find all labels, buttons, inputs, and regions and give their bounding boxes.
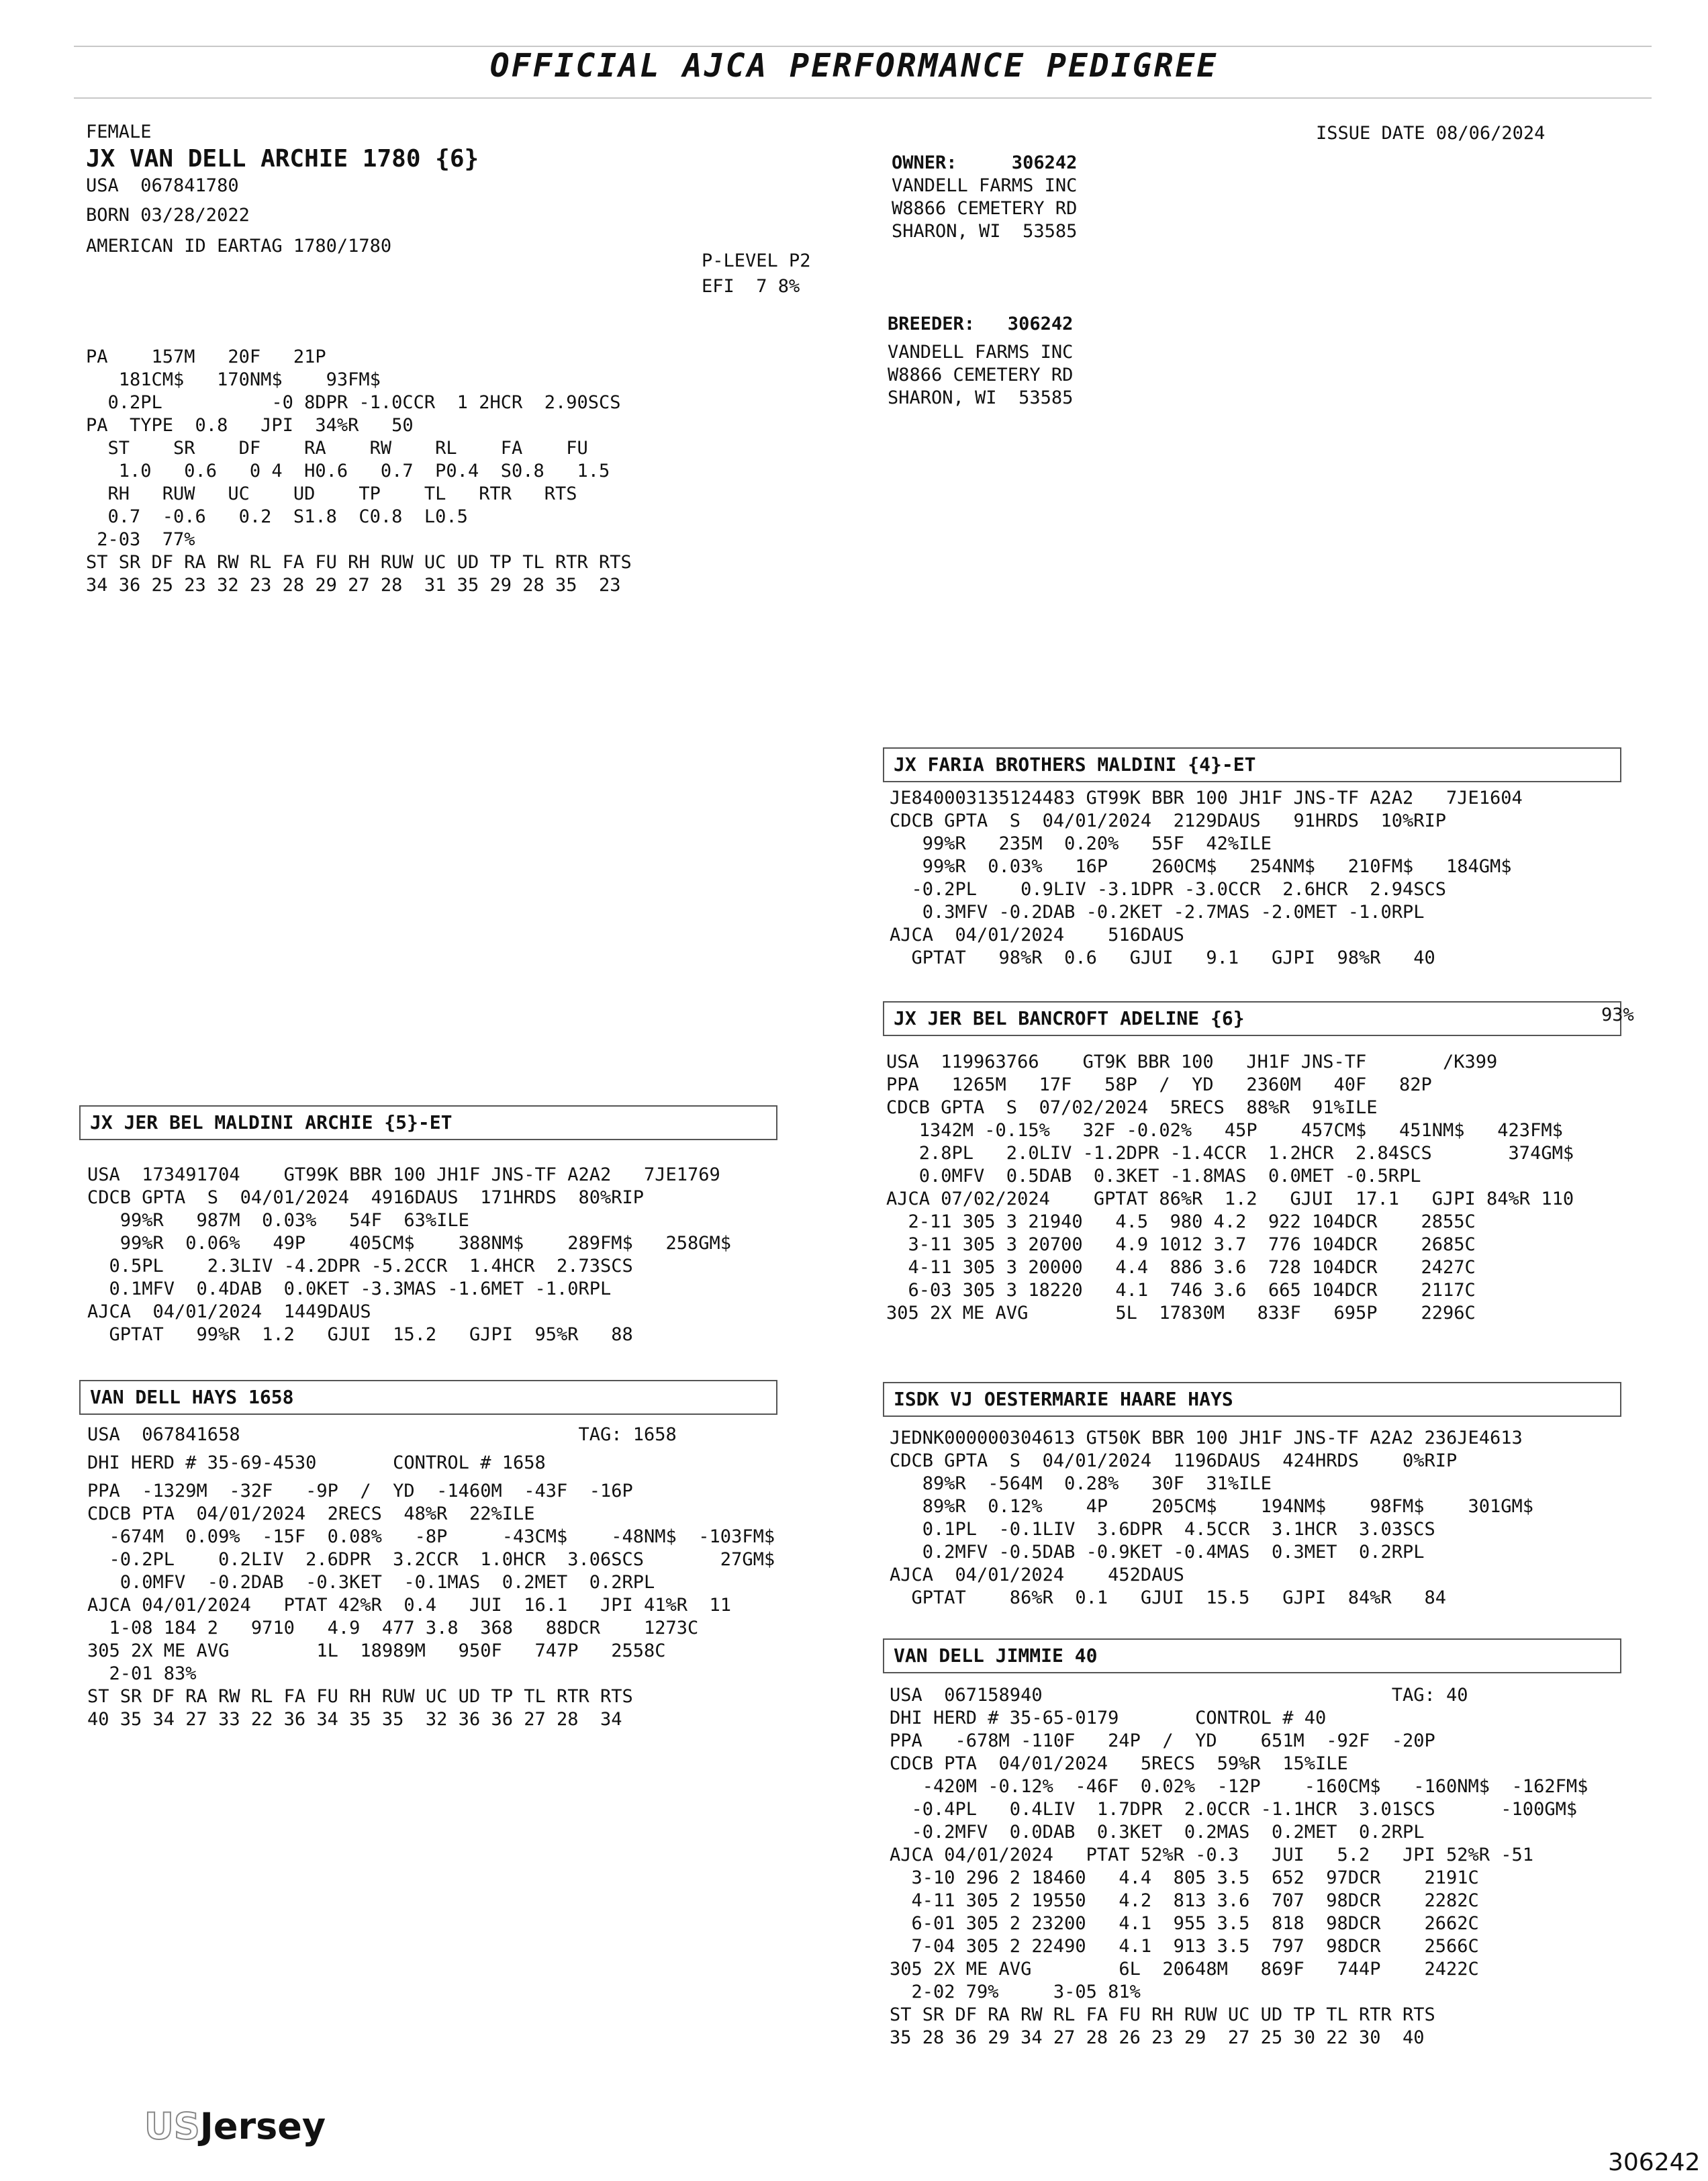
dam-line: ST SR DF RA RW RL FA FU RH RUW UC UD TP TL RTR RTS [87, 1686, 633, 1707]
ds-line: 0.1PL -0.1LIV 3.6DPR 4.5CCR 3.1HCR 3.03SCS [890, 1519, 1435, 1540]
dd-line: DHI HERD # 35-65-0179 CONTROL # 40 [890, 1708, 1327, 1728]
ds-line: 0.2MFV -0.5DAB -0.9KET -0.4MAS 0.3MET 0.2RPL [890, 1542, 1425, 1563]
sire-dam-block [886, 1051, 1574, 1325]
sd-line: 3-11 305 3 20700 4.9 1012 3.7 776 104DCR 2685C [886, 1234, 1476, 1255]
pa-line: RH RUW UC UD TP TL RTR RTS [86, 483, 577, 504]
dam-line: AJCA 04/01/2024 PTAT 42%R 0.4 JUI 16.1 JPI 41%R 11 [87, 1595, 732, 1616]
pa-line: ST SR DF RA RW RL FA FU [86, 438, 588, 459]
birth-date: BORN 03/28/2022 [86, 205, 250, 226]
subject-parent-average [86, 346, 632, 597]
sd-line: 305 2X ME AVG 5L 17830M 833F 695P 2296C [886, 1303, 1476, 1324]
dam-line: PPA -1329M -32F -9P / YD -1460M -43F -16P [87, 1481, 633, 1501]
dd-line: 35 28 36 29 34 27 28 26 23 29 27 25 30 22 30 40 [890, 2027, 1425, 2048]
owner-line: W8866 CEMETERY RD [892, 198, 1078, 219]
sd-line: 4-11 305 3 20000 4.4 886 3.6 728 104DCR 2427C [886, 1257, 1476, 1278]
animal-name: JX VAN DELL ARCHIE 1780 {6} [86, 145, 479, 173]
owner-line: VANDELL FARMS INC [892, 175, 1078, 196]
breeder-line: SHARON, WI 53585 [888, 387, 1074, 408]
sd-line: 1342M -0.15% 32F -0.02% 45P 457CM$ 451NM$ 423FM$ [886, 1120, 1563, 1141]
breeder-label: BREEDER: 306242 [888, 314, 1074, 334]
p-level: P-LEVEL P2 [702, 250, 811, 271]
sd-line: PPA 1265M 17F 58P / YD 2360M 40F 82P [886, 1074, 1432, 1095]
pa-line: PA TYPE 0.8 JPI 34%R 50 [86, 415, 414, 436]
sire-sire-block [890, 787, 1523, 970]
sd-line: 6-03 305 3 18220 4.1 746 3.6 665 104DCR 2117C [886, 1280, 1476, 1301]
dd-line: PPA -678M -110F 24P / YD 651M -92F -20P [890, 1730, 1435, 1751]
dam-line: 1-08 184 2 9710 4.9 477 3.8 368 88DCR 1273C [87, 1618, 699, 1638]
title-rule [74, 97, 1652, 99]
dam-line: 40 35 34 27 33 22 36 34 35 35 32 36 36 27 28 34 [87, 1709, 622, 1730]
dd-line: CDCB PTA 04/01/2024 5RECS 59%R 15%ILE [890, 1753, 1348, 1774]
dd-line: 6-01 305 2 23200 4.1 955 3.5 818 98DCR 2662C [890, 1913, 1479, 1934]
ss-line: 99%R 235M 0.20% 55F 42%ILE [890, 833, 1272, 854]
sire-dam-header: JX JER BEL BANCROFT ADELINE {6} [883, 1001, 1621, 1036]
dam-line: 2-01 83% [87, 1663, 197, 1684]
ss-line: 99%R 0.03% 16P 260CM$ 254NM$ 210FM$ 184GM$ [890, 856, 1512, 877]
sire-line: 99%R 987M 0.03% 54F 63%ILE [87, 1210, 469, 1231]
dam-line: DHI HERD # 35-69-4530 CONTROL # 1658 [87, 1452, 546, 1473]
ds-line: CDCB GPTA S 04/01/2024 1196DAUS 424HRDS 0%RIP [890, 1450, 1458, 1471]
ss-line: AJCA 04/01/2024 516DAUS [890, 925, 1184, 945]
dam-line: CDCB PTA 04/01/2024 2RECS 48%R 22%ILE [87, 1503, 535, 1524]
dam-header: VAN DELL HAYS 1658 [79, 1380, 777, 1415]
sd-line: CDCB GPTA S 07/02/2024 5RECS 88%R 91%ILE [886, 1097, 1378, 1118]
dd-line: 2-02 79% 3-05 81% [890, 1982, 1141, 2002]
pa-line: 2-03 77% [86, 529, 195, 550]
logo-us: US [144, 2105, 200, 2147]
ds-line: 89%R 0.12% 4P 205CM$ 194NM$ 98FM$ 301GM$ [890, 1496, 1534, 1517]
dd-line: AJCA 04/01/2024 PTAT 52%R -0.3 JUI 5.2 JPI 52%R -51 [890, 1845, 1534, 1865]
pa-line: PA 157M 20F 21P [86, 346, 326, 367]
pa-line: 0.2PL -0 8DPR -1.0CCR 1 2HCR 2.90SCS [86, 392, 621, 413]
ds-line: JEDNK000000304613 GT50K BBR 100 JH1F JNS-TF A2A2 236JE4613 [890, 1428, 1523, 1448]
sd-line: 2.8PL 2.0LIV -1.2DPR -1.4CCR 1.2HCR 2.84SCS 374GM$ [886, 1143, 1574, 1164]
sire-dam-percent: 93% [1601, 1005, 1634, 1025]
owner-line: SHARON, WI 53585 [892, 221, 1078, 242]
pa-line: 1.0 0.6 0 4 H0.6 0.7 P0.4 S0.8 1.5 [86, 461, 610, 481]
sire-line: 0.1MFV 0.4DAB 0.0KET -3.3MAS -1.6MET -1.0RPL [87, 1279, 612, 1299]
logo-jersey: Jersey [199, 2105, 326, 2147]
ss-line: JE840003135124483 GT99K BBR 100 JH1F JNS-TF A2A2 7JE1604 [890, 788, 1523, 808]
breeder-block [888, 313, 1073, 410]
dd-line: ST SR DF RA RW RL FA FU RH RUW UC UD TP TL RTR RTS [890, 2004, 1435, 2025]
ds-line: GPTAT 86%R 0.1 GJUI 15.5 GJPI 84%R 84 [890, 1587, 1447, 1608]
sd-line: 0.0MFV 0.5DAB 0.3KET -1.8MAS 0.0MET -0.5RPL [886, 1166, 1421, 1187]
ss-line: CDCB GPTA S 04/01/2024 2129DAUS 91HRDS 10%RIP [890, 810, 1447, 831]
sex-label: FEMALE [86, 122, 152, 142]
usjersey-logo [144, 2105, 326, 2147]
ds-line: 89%R -564M 0.28% 30F 31%ILE [890, 1473, 1272, 1494]
breeder-line: VANDELL FARMS INC [888, 342, 1074, 363]
issue-date: ISSUE DATE 08/06/2024 [1316, 123, 1546, 144]
dd-line: -420M -0.12% -46F 0.02% -12P -160CM$ -160NM$ -162FM$ [890, 1776, 1588, 1797]
sire-line: AJCA 04/01/2024 1449DAUS [87, 1301, 371, 1322]
sire-line: GPTAT 99%R 1.2 GJUI 15.2 GJPI 95%R 88 [87, 1324, 633, 1345]
sire-sire-header: JX FARIA BROTHERS MALDINI {4}-ET [883, 747, 1621, 782]
sire-line: 99%R 0.06% 49P 405CM$ 388NM$ 289FM$ 258GM$ [87, 1233, 732, 1254]
ds-line: AJCA 04/01/2024 452DAUS [890, 1565, 1184, 1585]
dam-dam-header: VAN DELL JIMMIE 40 [883, 1638, 1621, 1673]
genomic-levels [702, 250, 811, 298]
sire-header: JX JER BEL MALDINI ARCHIE {5}-ET [79, 1105, 777, 1140]
animal-header [86, 121, 479, 258]
dd-line: 305 2X ME AVG 6L 20648M 869F 744P 2422C [890, 1959, 1479, 1980]
owner-label: OWNER: 306242 [892, 152, 1078, 173]
dd-line: 3-10 296 2 18460 4.4 805 3.5 652 97DCR 2191C [890, 1867, 1479, 1888]
dam-block [87, 1424, 775, 1731]
pa-line: 34 36 25 23 32 23 28 29 27 28 31 35 29 28 35 23 [86, 575, 621, 596]
dam-sire-block [890, 1427, 1533, 1610]
dd-line: -0.2MFV 0.0DAB 0.3KET 0.2MAS 0.2MET 0.2RPL [890, 1822, 1425, 1843]
sire-block [87, 1164, 731, 1346]
owner-block [892, 152, 1077, 243]
dd-line: -0.4PL 0.4LIV 1.7DPR 2.0CCR -1.1HCR 3.01SCS -100GM$ [890, 1799, 1578, 1820]
sd-line: 2-11 305 3 21940 4.5 980 4.2 922 104DCR 2855C [886, 1211, 1476, 1232]
sd-line: AJCA 07/02/2024 GPTAT 86%R 1.2 GJUI 17.1 GJPI 84%R 110 [886, 1189, 1574, 1209]
dam-line: -0.2PL 0.2LIV 2.6DPR 3.2CCR 1.0HCR 3.06SCS 27GM$ [87, 1549, 775, 1570]
pa-line: 0.7 -0.6 0.2 S1.8 C0.8 L0.5 [86, 506, 468, 527]
ss-line: -0.2PL 0.9LIV -3.1DPR -3.0CCR 2.6HCR 2.94SCS [890, 879, 1447, 900]
sire-line: USA 173491704 GT99K BBR 100 JH1F JNS-TF A2A2 7JE1769 [87, 1164, 720, 1185]
ss-line: GPTAT 98%R 0.6 GJUI 9.1 GJPI 98%R 40 [890, 947, 1435, 968]
page-title: OFFICIAL AJCA PERFORMANCE PEDIGREE [489, 47, 1219, 85]
sd-line: USA 119963766 GT9K BBR 100 JH1F JNS-TF /K399 [886, 1052, 1498, 1072]
registration-number: USA 067841780 [86, 175, 239, 196]
pa-line: 181CM$ 170NM$ 93FM$ [86, 369, 381, 390]
dam-sire-header: ISDK VJ OESTERMARIE HAARE HAYS [883, 1382, 1621, 1417]
dam-line: -674M 0.09% -15F 0.08% -8P -43CM$ -48NM$ -103FM$ [87, 1526, 775, 1547]
page-code: 306242 [1608, 2149, 1701, 2176]
eartag-id: AMERICAN ID EARTAG 1780/1780 [86, 236, 392, 257]
pa-line: ST SR DF RA RW RL FA FU RH RUW UC UD TP TL RTR RTS [86, 552, 632, 573]
ss-line: 0.3MFV -0.2DAB -0.2KET -2.7MAS -2.0MET -1.0RPL [890, 902, 1425, 923]
dd-line: USA 067158940 TAG: 40 [890, 1685, 1468, 1706]
sire-line: CDCB GPTA S 04/01/2024 4916DAUS 171HRDS 80%RIP [87, 1187, 645, 1208]
dam-dam-block [890, 1684, 1588, 2049]
sire-line: 0.5PL 2.3LIV -4.2DPR -5.2CCR 1.4HCR 2.73SCS [87, 1256, 633, 1277]
efi-value: EFI 7 8% [702, 276, 800, 297]
dam-line: USA 067841658 TAG: 1658 [87, 1424, 677, 1445]
breeder-line: W8866 CEMETERY RD [888, 365, 1074, 385]
dam-line: 305 2X ME AVG 1L 18989M 950F 747P 2558C [87, 1640, 666, 1661]
dd-line: 4-11 305 2 19550 4.2 813 3.6 707 98DCR 2282C [890, 1890, 1479, 1911]
dd-line: 7-04 305 2 22490 4.1 913 3.5 797 98DCR 2566C [890, 1936, 1479, 1957]
dam-line: 0.0MFV -0.2DAB -0.3KET -0.1MAS 0.2MET 0.2RPL [87, 1572, 655, 1593]
